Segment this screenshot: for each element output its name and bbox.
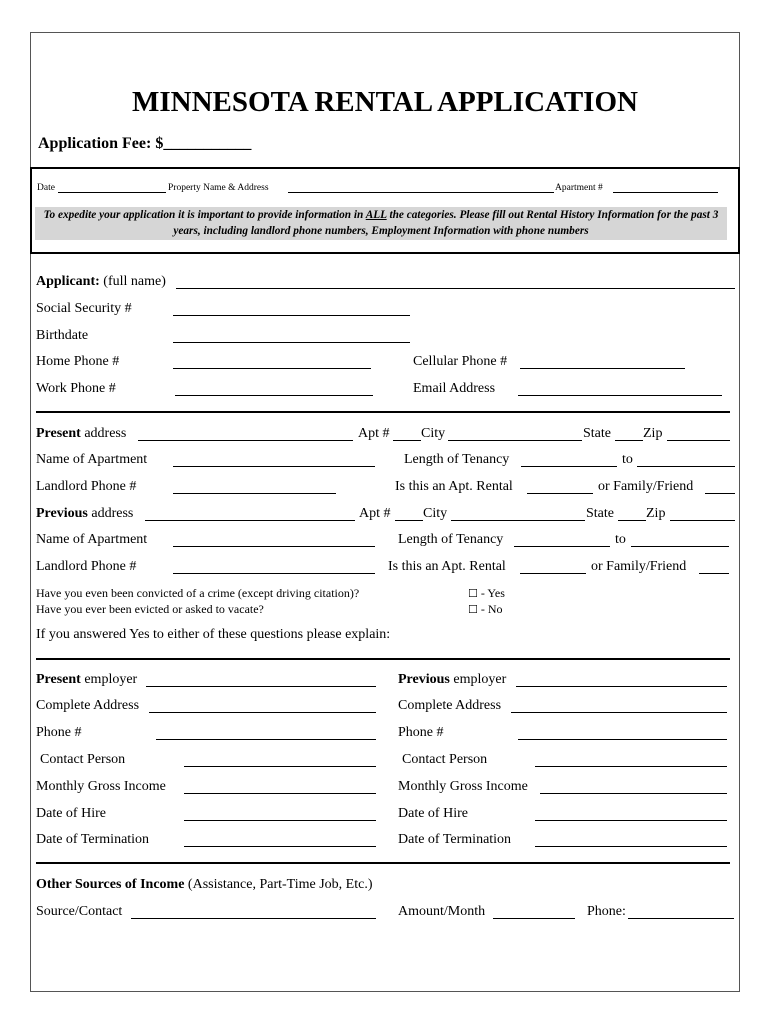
application-fee-blank[interactable]: ___________ — [163, 135, 252, 152]
previous-landlord-phone-field[interactable] — [173, 573, 375, 574]
application-fee — [38, 135, 251, 153]
birthdate-label: Birthdate — [36, 328, 89, 343]
question-conviction: Have you even been convicted of a crime (except driving citation)? — [36, 586, 360, 600]
email-field[interactable] — [518, 395, 722, 396]
present-income-label: Monthly Gross Income — [36, 779, 166, 794]
present-address-label: Present address — [36, 426, 127, 441]
previous-apartment-name-field[interactable] — [173, 546, 375, 547]
previous-state-field[interactable] — [618, 520, 646, 521]
previous-apt-label: Apt # — [359, 506, 391, 521]
source-contact-label: Source/Contact — [36, 904, 123, 919]
present-apt-field[interactable] — [393, 440, 421, 441]
previous-tenancy-from-field[interactable] — [514, 546, 610, 547]
no-checkbox[interactable]: ☐ — [468, 603, 478, 616]
present-income-field[interactable] — [184, 793, 376, 794]
previous-family-field[interactable] — [699, 573, 729, 574]
previous-term-field[interactable] — [535, 846, 727, 847]
present-zip-label: Zip — [643, 426, 663, 441]
explain-label: If you answered Yes to either of these questions please explain: — [36, 627, 391, 642]
previous-employer-field[interactable] — [516, 686, 727, 687]
previous-income-field[interactable] — [540, 793, 727, 794]
previous-address-label: Previous address — [36, 506, 134, 521]
divider-3 — [36, 862, 730, 864]
present-landlord-phone-field[interactable] — [173, 493, 336, 494]
previous-hire-label: Date of Hire — [398, 806, 468, 821]
page-title: MINNESOTA RENTAL APPLICATION — [132, 86, 638, 118]
divider-1 — [36, 411, 730, 413]
source-contact-field[interactable] — [131, 918, 376, 919]
divider-2 — [36, 658, 730, 660]
present-tenancy-label: Length of Tenancy — [404, 452, 510, 467]
amount-month-label: Amount/Month — [398, 904, 486, 919]
previous-emp-address-label: Complete Address — [398, 698, 502, 713]
previous-emp-address-field[interactable] — [511, 712, 727, 713]
applicant-label: Applicant: (full name) — [36, 274, 166, 289]
email-label: Email Address — [413, 381, 496, 396]
previous-emp-phone-label: Phone # — [398, 725, 444, 740]
date-field[interactable] — [58, 192, 166, 193]
apartment-field[interactable] — [613, 192, 718, 193]
present-contact-field[interactable] — [184, 766, 376, 767]
present-emp-address-label: Complete Address — [36, 698, 140, 713]
work-phone-field[interactable] — [175, 395, 373, 396]
previous-apartment-name-label: Name of Apartment — [36, 532, 148, 547]
previous-contact-field[interactable] — [535, 766, 727, 767]
application-fee-label: Application Fee: $ — [38, 135, 164, 152]
previous-term-label: Date of Termination — [398, 832, 512, 847]
other-phone-label: Phone: — [587, 904, 626, 919]
property-label: Property Name & Address — [168, 183, 269, 193]
present-term-label: Date of Termination — [36, 832, 150, 847]
present-address-field[interactable] — [138, 440, 353, 441]
previous-zip-field[interactable] — [670, 520, 735, 521]
present-employer-label: Present employer — [36, 672, 138, 687]
previous-landlord-phone-label: Landlord Phone # — [36, 559, 137, 574]
previous-income-label: Monthly Gross Income — [398, 779, 528, 794]
cell-phone-label: Cellular Phone # — [413, 354, 508, 369]
other-phone-field[interactable] — [628, 918, 734, 919]
present-tenancy-to-field[interactable] — [637, 466, 735, 467]
present-family-field[interactable] — [705, 493, 735, 494]
present-zip-field[interactable] — [667, 440, 730, 441]
present-family-label: or Family/Friend — [598, 479, 694, 494]
present-apartment-name-field[interactable] — [173, 466, 375, 467]
previous-contact-label: Contact Person — [402, 752, 488, 767]
present-landlord-phone-label: Landlord Phone # — [36, 479, 137, 494]
applicant-name-field[interactable] — [176, 288, 735, 289]
property-field[interactable] — [288, 192, 554, 193]
ssn-label: Social Security # — [36, 301, 132, 316]
present-hire-label: Date of Hire — [36, 806, 106, 821]
yes-checkbox[interactable]: ☐ — [468, 587, 478, 600]
previous-city-label: City — [423, 506, 448, 521]
previous-apt-rental-field[interactable] — [520, 573, 586, 574]
present-emp-phone-field[interactable] — [156, 739, 376, 740]
ssn-field[interactable] — [173, 315, 410, 316]
home-phone-label: Home Phone # — [36, 354, 120, 369]
present-apt-rental-field[interactable] — [527, 493, 593, 494]
question-eviction: Have you ever been evicted or asked to vacate? — [36, 602, 264, 616]
no-option[interactable]: ☐ - No — [468, 602, 503, 616]
present-state-field[interactable] — [615, 440, 643, 441]
present-emp-address-field[interactable] — [149, 712, 376, 713]
apartment-label: Apartment # — [555, 183, 603, 193]
previous-emp-phone-field[interactable] — [518, 739, 727, 740]
present-emp-phone-label: Phone # — [36, 725, 82, 740]
amount-month-field[interactable] — [493, 918, 575, 919]
previous-city-field[interactable] — [451, 520, 585, 521]
yes-option[interactable]: ☐ - Yes — [468, 586, 505, 600]
other-income-heading: Other Sources of Income (Assistance, Part-Time Job, Etc.) — [36, 877, 373, 892]
present-term-field[interactable] — [184, 846, 376, 847]
previous-state-label: State — [586, 506, 614, 521]
present-apt-rental-label: Is this an Apt. Rental — [395, 479, 513, 494]
present-employer-field[interactable] — [146, 686, 376, 687]
present-city-field[interactable] — [448, 440, 582, 441]
previous-apt-field[interactable] — [395, 520, 423, 521]
previous-employer-label: Previous employer — [398, 672, 507, 687]
cell-phone-field[interactable] — [520, 368, 685, 369]
home-phone-field[interactable] — [173, 368, 371, 369]
present-contact-label: Contact Person — [40, 752, 126, 767]
present-tenancy-from-field[interactable] — [521, 466, 617, 467]
birthdate-field[interactable] — [173, 342, 410, 343]
previous-hire-field[interactable] — [535, 820, 727, 821]
previous-zip-label: Zip — [646, 506, 666, 521]
previous-tenancy-to-field[interactable] — [631, 546, 729, 547]
date-label: Date — [37, 183, 55, 193]
previous-family-label: or Family/Friend — [591, 559, 687, 574]
previous-apt-rental-label: Is this an Apt. Rental — [388, 559, 506, 574]
present-apartment-name-label: Name of Apartment — [36, 452, 148, 467]
present-state-label: State — [583, 426, 611, 441]
previous-tenancy-to-label: to — [615, 532, 626, 547]
present-apt-label: Apt # — [358, 426, 390, 441]
previous-tenancy-label: Length of Tenancy — [398, 532, 504, 547]
present-tenancy-to-label: to — [622, 452, 633, 467]
work-phone-label: Work Phone # — [36, 381, 116, 396]
present-hire-field[interactable] — [184, 820, 376, 821]
previous-address-field[interactable] — [145, 520, 355, 521]
present-city-label: City — [421, 426, 446, 441]
notice-text: To expedite your application it is important to provide information in ALL the categories. Please fill out Rental History Information for the past 3 years, including landlord phone numbers, Employment Information with phone numbers — [43, 209, 719, 237]
